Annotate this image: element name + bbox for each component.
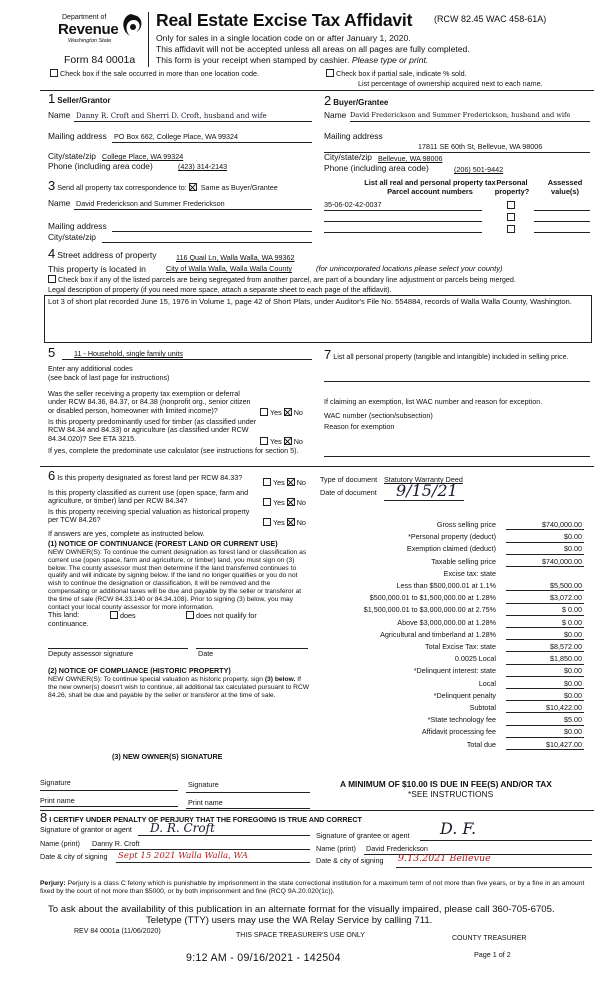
personal-prop-num: 7 xyxy=(324,347,332,362)
tax-row-label: Local xyxy=(478,678,496,688)
doc-date-label: Date of document xyxy=(320,488,377,497)
exemption-yes-checkbox[interactable] xyxy=(260,408,268,416)
tax-row xyxy=(318,606,588,617)
header-note-1: Only for sales in a single location code on or after January 1, 2020. xyxy=(156,33,411,43)
multi-location-checkbox[interactable] xyxy=(50,69,58,77)
tax-row-label: Total due xyxy=(466,739,496,749)
tax-row-label: Gross selling price xyxy=(436,520,496,529)
buyer-num: 2 xyxy=(324,93,332,108)
minimum-notice-1: A MINIMUM OF $10.00 IS DUE IN FEE(S) AND/OR TAX xyxy=(340,779,552,789)
exemption-yes-label: Yes xyxy=(270,408,282,417)
corr-name-field[interactable]: David Frederickson and Summer Frederickson xyxy=(76,199,225,208)
perjury-note xyxy=(40,880,592,896)
forest-q3-no-checkbox[interactable] xyxy=(287,518,295,526)
exemption-no-checkbox[interactable] xyxy=(284,408,292,416)
parcels-heading-1: List all real and personal property tax xyxy=(364,178,496,187)
tax-row-amount[interactable]: $740,000.00 xyxy=(506,558,584,567)
segregation-checkbox[interactable] xyxy=(48,275,56,283)
additional-codes-label: Enter any additional codes xyxy=(48,364,133,373)
tax-row xyxy=(318,570,588,581)
buyer-heading xyxy=(324,93,388,108)
correspondence-line xyxy=(48,178,278,193)
buyer-mailing-field[interactable]: 17811 SE 60th St, Bellevue, WA 98006 xyxy=(418,142,543,151)
continuance-title: (1) NOTICE OF CONTINUANCE (FOREST LAND OR CURRENT USE) xyxy=(48,539,278,548)
segregation-label: Check box if any of the listed parcels are being segregated from another parcel, are part of a boundary line adjustment or parcels being merged. xyxy=(58,275,516,284)
buyer-csz-label: City/state/zip xyxy=(324,152,372,162)
tax-row-amount[interactable]: $0.00 xyxy=(506,667,584,676)
grantee-signature[interactable]: D. F. xyxy=(440,819,477,838)
grantee-name-field[interactable]: David Frederickson xyxy=(366,844,428,853)
timber-question: Is this property predominantly used for timber (as classified under RCW 84.34 and 84.33) or agriculture (as classified under RCW 84.34.020)? See ETA 3215. xyxy=(48,417,257,443)
forest-q3-yes: Yes xyxy=(273,518,285,527)
tax-row-amount[interactable]: $0.00 xyxy=(506,692,584,701)
exemption-question: Was the seller receiving a property tax exemption or deferral under RCW 84.36, 84.37, or 84.38 (nonprofit org., senior citizen or disabled person, homeowner with limited income)? xyxy=(48,389,251,415)
located-note: (for unincorporated locations please select your county) xyxy=(316,264,503,273)
use-code-line xyxy=(48,345,55,360)
form-number: Form 84 0001a xyxy=(64,54,136,66)
grantor-date-label: Date & city of signing xyxy=(40,852,108,861)
partial-sale-checkbox[interactable] xyxy=(326,69,334,77)
county-treasurer-label: COUNTY TREASURER xyxy=(452,935,527,942)
tty-note: Teletype (TTY) users may use the WA Relay Service by calling 711. xyxy=(146,915,433,926)
tax-row xyxy=(318,521,588,532)
timber-yes-checkbox[interactable] xyxy=(260,437,268,445)
alt-format-note: To ask about the availability of this publication in an alternate format for the visually impaired, please call 360-705-6705. xyxy=(48,904,555,915)
buyer-mailing-label: Mailing address xyxy=(324,131,383,141)
tax-row-amount[interactable]: $0.00 xyxy=(506,728,584,737)
street-label: Street address of property xyxy=(57,250,157,260)
forest-q2-yes: Yes xyxy=(273,498,285,507)
grantor-name-label: Name (print) xyxy=(40,839,80,848)
corr-csz-label: City/state/zip xyxy=(48,232,96,242)
grantor-name-field[interactable]: Danny R. Croft xyxy=(92,839,140,848)
corr-mailing-label: Mailing address xyxy=(48,221,107,231)
does-not-label: does not qualify for xyxy=(196,611,257,620)
tax-row-amount[interactable]: $3,072.00 xyxy=(506,594,584,603)
street-field[interactable]: 116 Quail Ln, Walla Walla, WA 99362 xyxy=(176,253,295,262)
corr-name-label: Name xyxy=(48,198,71,208)
tax-row xyxy=(318,545,588,556)
personal-prop-line xyxy=(324,347,590,362)
assessed-heading-2: value(s) xyxy=(551,186,579,196)
forest-num: 6 xyxy=(48,468,56,483)
doc-type-label: Type of document xyxy=(320,475,378,484)
reason-label: Reason for exemption xyxy=(324,422,395,431)
seller-name-field[interactable]: Danny R. Croft and Sherri D. Croft, husband and wife xyxy=(76,112,267,120)
perjury-text: Perjury is a class C felony which is punishable by imprisonment in the state correctional institution for a maximum term of not more than five years, or by a fine in an amount fixed by the court of not more than $5000, or by both imprisonment and fine (RCQ 9A.20.020(1c)). xyxy=(40,880,585,896)
exemption-claim-label: If claiming an exemption, list WAC number and reason for exception. xyxy=(324,397,543,406)
legal-label: Legal description of property (if you need more space, attach a separate sheet to each page of the affidavit). xyxy=(48,285,392,294)
property-num: 4 xyxy=(48,246,56,261)
forest-q1-yes-checkbox[interactable] xyxy=(263,478,271,486)
timber-yes-label: Yes xyxy=(270,437,282,446)
grantor-date-field[interactable]: Sept 15 2021 Walla Walla, WA xyxy=(118,851,248,861)
certify-num: 8 xyxy=(40,810,48,825)
assessed-heading xyxy=(540,179,590,196)
tax-row-amount[interactable]: $10,427.00 xyxy=(506,741,584,750)
partial-sale-check[interactable] xyxy=(326,69,467,78)
doc-type-field[interactable]: Statutory Warranty Deed xyxy=(384,475,463,484)
forest-q2-no: No xyxy=(296,498,306,507)
located-label: This property is located in xyxy=(48,264,146,274)
tax-row-amount[interactable]: $ 0.00 xyxy=(506,619,584,628)
this-land-label: This land: xyxy=(48,610,80,619)
dor-logo-line1: Department of xyxy=(62,14,107,21)
multi-location-check[interactable] xyxy=(50,69,259,78)
segregation-check[interactable] xyxy=(48,275,588,284)
use-code-num: 5 xyxy=(48,345,56,360)
compliance-title: (2) NOTICE OF COMPLIANCE (HISTORIC PROPERTY) xyxy=(48,666,231,675)
tax-row xyxy=(318,680,588,691)
forest-q2: Is this property classified as current use (open space, farm and agriculture, or timber) land per RCW 84.34? xyxy=(48,488,249,506)
tax-row-label: $500,000.01 to $1,500,000.00 at 1.28% xyxy=(369,593,496,603)
grantee-date-field[interactable]: 9.13.2021 Bellevue xyxy=(398,853,491,864)
header-note-2: This affidavit will not be accepted unless all areas on all pages are fully completed. xyxy=(156,44,470,54)
grantor-signature[interactable]: D. R. Croft xyxy=(150,821,215,835)
forest-q2-answer[interactable] xyxy=(263,498,306,507)
personal-prop-label: List all personal property (tangible and intangible) included in selling price. xyxy=(333,352,569,361)
tax-row xyxy=(318,741,588,752)
tax-row-label: Total Excise Tax: state xyxy=(425,642,496,651)
seller-mailing-label: Mailing address xyxy=(48,131,107,141)
tax-row-label: *State technology fee xyxy=(427,715,496,725)
tax-row xyxy=(318,533,588,544)
buyer-name-label: Name xyxy=(324,110,347,120)
grantee-name-label: Name (print) xyxy=(316,844,356,853)
continuance-label: continuance. xyxy=(48,619,89,628)
tax-row xyxy=(318,716,588,727)
seller-mailing-field[interactable]: PO Box 662, College Place, WA 99324 xyxy=(114,132,238,141)
compliance-body xyxy=(48,676,310,700)
does-not-checkbox[interactable] xyxy=(186,611,194,619)
grantee-date-label: Date & city of signing xyxy=(316,856,384,865)
personal-heading xyxy=(492,179,532,196)
use-code-field[interactable]: 11 - Household, single family units xyxy=(74,349,183,358)
continuance-body-a: NEW OWNER(S): To continue the current designation as forest land or classification as current use (open space, farm and agriculture, or timber) land, you must sign on (3) below. xyxy=(48,549,307,572)
forest-q3-no: No xyxy=(296,518,306,527)
forest-q3: Is this property receiving special valuation as historical property per TCW 84.26? xyxy=(48,507,250,525)
does-checkbox[interactable] xyxy=(110,611,118,619)
parcel-row-1[interactable]: 35-06-02-42-0037 xyxy=(324,200,382,209)
seller-heading xyxy=(48,91,111,106)
tax-row xyxy=(318,692,588,703)
forest-q1-yes: Yes xyxy=(273,478,285,487)
tax-row-amount[interactable]: $10,422.00 xyxy=(506,704,584,713)
same-as-buyer-label: Same as Buyer/Grantee xyxy=(200,183,278,192)
located-field[interactable]: City of Walla Walla, Walla Walla County xyxy=(166,264,292,273)
tax-row-amount[interactable]: $ 0.00 xyxy=(506,606,584,615)
dor-logo xyxy=(56,12,144,54)
owner-print-label-1: Print name xyxy=(40,796,75,805)
owner-sig-label-1: Signature xyxy=(40,778,71,787)
tax-row-amount[interactable]: $5,500.00 xyxy=(506,582,584,591)
header-note-3 xyxy=(156,55,428,65)
seller-phone-label: Phone (including area code) xyxy=(48,161,153,171)
tax-row-label: Exemption claimed (deduct) xyxy=(406,544,496,554)
doc-date-field[interactable]: 9/15/21 xyxy=(396,481,458,500)
tax-row-amount[interactable]: $0.00 xyxy=(506,533,584,542)
tax-row-amount[interactable]: $740,000.00 xyxy=(506,521,584,530)
treasurer-use-label: THIS SPACE TREASURER'S USE ONLY xyxy=(236,932,365,939)
forest-q1: Is this property designated as forest land per RCW 84.33? xyxy=(57,473,243,482)
continuance-body-b: The county assessor must then determine if the land transferred continues to qualify and will indicate by signing below. If the land no longer qualifies or you do not wish to continue the designation or classification, it will be removed and the compensating or additional taxes will be due and payable by the seller or transferor at the time of sale (RCW 84.33.140 or 84.34.108). Prior to signing (3) below, you may contact your local county assessor for more information. xyxy=(48,564,302,611)
header-note-3-text: This form is your receipt when stamped by cashier. xyxy=(156,55,350,65)
additional-codes-label-2: (see back of last page for instructions) xyxy=(48,373,170,382)
legal-description: Lot 3 of short plat recorded June 15, 1976 in Volume 1, page 42 of Short Plats, under Auditor's File No. 554884, records of Walla Walla County, Washington. xyxy=(48,297,572,306)
owner-print-label-2: Print name xyxy=(188,798,223,807)
deputy-sig-label: Deputy assessor signature xyxy=(48,649,134,658)
tax-row-label: $1,500,000.01 to $3,000,000.00 at 2.75% xyxy=(363,605,496,615)
tax-row-label: Subtotal xyxy=(469,703,496,712)
buyer-phone-field[interactable]: (206) 501-9442 xyxy=(454,165,504,174)
header-note-3-italic: Please type or print. xyxy=(351,55,429,65)
does-label: does xyxy=(120,611,136,620)
forest-q1-answer[interactable] xyxy=(263,478,306,487)
tax-row-amount[interactable]: $5.00 xyxy=(506,716,584,725)
personal-checkbox-3[interactable] xyxy=(507,225,515,233)
personal-checkbox-2[interactable] xyxy=(507,213,515,221)
continuance-body xyxy=(48,549,310,612)
tax-row-label: Taxable selling price xyxy=(431,556,496,566)
grantee-sig-label: Signature of grantee or agent xyxy=(316,831,410,840)
tax-row-amount[interactable]: $0.00 xyxy=(506,545,584,554)
seller-num: 1 xyxy=(48,91,56,106)
exemption-no-label: No xyxy=(293,408,303,417)
buyer-phone-label: Phone (including area code) xyxy=(324,163,429,173)
parcels-heading-2: Parcel account numbers xyxy=(387,186,473,196)
compliance-body-a: NEW OWNER(S): To continue special valuation as historic property, sign xyxy=(48,676,263,683)
buyer-heading-text: Buyer/Grantee xyxy=(333,98,389,107)
tax-row-label: Less than $500,000.01 at 1.1% xyxy=(396,581,496,590)
seller-name-label: Name xyxy=(48,110,71,120)
tax-row xyxy=(318,655,588,666)
tax-row xyxy=(318,667,588,678)
recording-stamp: 9:12 AM - 09/16/2021 - 142504 xyxy=(186,952,341,964)
tax-row-label: *Personal property (deduct) xyxy=(408,532,496,542)
timber-no-checkbox[interactable] xyxy=(284,437,292,445)
tax-row xyxy=(318,631,588,642)
forest-q3-yes-checkbox[interactable] xyxy=(263,518,271,526)
wac-label: WAC number (section/subsection) xyxy=(324,411,433,420)
tax-row xyxy=(318,582,588,593)
tax-row xyxy=(318,594,588,605)
seller-csz-label: City/state/zip xyxy=(48,151,96,161)
timber-no-label: No xyxy=(293,437,303,446)
seller-csz-field[interactable]: College Place, WA 99324 xyxy=(102,152,184,161)
new-owner-sig-title: (3) NEW OWNER(S) SIGNATURE xyxy=(112,752,223,761)
grantor-sig-label: Signature of grantor or agent xyxy=(40,825,132,834)
exemption-answer[interactable] xyxy=(260,408,303,417)
tax-row-label: *Delinquent interest: state xyxy=(413,666,496,676)
forest-q1-no: No xyxy=(296,478,306,487)
personal-heading-2: property? xyxy=(494,186,530,196)
tax-row xyxy=(318,643,588,654)
compliance-body-b: (3) below. xyxy=(264,676,296,683)
dor-logo-line2: Revenue xyxy=(58,21,119,38)
buyer-csz-field[interactable]: Bellevue, WA 98006 xyxy=(378,154,443,163)
tax-row-amount[interactable]: $8,572.00 xyxy=(506,643,584,652)
predominate-note: If yes, complete the predominate use calculator (see instructions for section 5). xyxy=(48,446,299,455)
dor-swirl-icon xyxy=(118,12,144,42)
personal-heading-1: Personal xyxy=(496,178,528,187)
tax-row-amount[interactable]: $1,850.00 xyxy=(506,655,584,664)
street-line xyxy=(48,246,157,261)
seller-phone-field[interactable]: (423) 314-2143 xyxy=(178,162,228,171)
owner-sig-label-2: Signature xyxy=(188,780,219,789)
same-as-buyer-checkbox[interactable] xyxy=(189,183,197,191)
tax-row-label: Agricultural and timberland at 1.28% xyxy=(380,629,496,639)
tax-row-amount[interactable]: $0.00 xyxy=(506,680,584,689)
forest-q2-yes-checkbox[interactable] xyxy=(263,498,271,506)
multi-location-label: Check box if the sale occurred in more than one location code. xyxy=(60,69,259,78)
tax-row-amount[interactable]: $0.00 xyxy=(506,631,584,640)
form-title: Real Estate Excise Tax Affidavit xyxy=(156,10,413,30)
form-rcw: (RCW 82.45 WAC 458-61A) xyxy=(434,14,547,24)
does-not-check[interactable] xyxy=(186,611,257,620)
dor-logo-line3: Washington State xyxy=(68,38,112,44)
tax-row xyxy=(318,619,588,630)
legal-box[interactable] xyxy=(44,295,592,343)
partial-sale-label-2: List percentage of ownership acquired next to each name. xyxy=(358,79,543,88)
forest-q2-no-checkbox[interactable] xyxy=(287,498,295,506)
tax-row xyxy=(318,704,588,715)
minimum-notice-2: *SEE INSTRUCTIONS xyxy=(408,789,494,799)
certify-heading-text: I CERTIFY UNDER PENALTY OF PERJURY THAT THE FOREGOING IS TRUE AND CORRECT xyxy=(49,815,362,824)
forest-q1-line xyxy=(48,468,262,483)
tax-row-label: Excise tax: state xyxy=(443,568,496,578)
buyer-name-field[interactable]: David Frederickson and Summer Frederickson, husband and wife xyxy=(350,111,571,119)
page-number: Page 1 of 2 xyxy=(474,950,511,959)
rev-number: REV 84 0001a (11/06/2020) xyxy=(74,928,161,935)
correspondence-num: 3 xyxy=(48,178,56,193)
personal-checkbox-1[interactable] xyxy=(507,201,515,209)
tax-row-label: 0.0025 Local xyxy=(454,654,496,664)
seller-heading-text: Seller/Grantor xyxy=(57,96,111,105)
perjury-label: Perjury: xyxy=(40,880,66,887)
does-check[interactable] xyxy=(110,611,136,620)
deputy-date-label: Date xyxy=(198,649,214,658)
forest-q1-no-checkbox[interactable] xyxy=(287,478,295,486)
tax-row-label: Affidavit processing fee xyxy=(421,727,496,737)
forest-q3-answer[interactable] xyxy=(263,518,306,527)
tax-row-label: *Delinquent penalty xyxy=(433,690,496,700)
forest-if-yes: If answers are yes, complete as instructed below. xyxy=(48,529,205,538)
correspondence-label: Send all property tax correspondence to: xyxy=(57,183,187,192)
tax-row xyxy=(318,728,588,739)
tax-row-label: Above $3,000,000.00 at 1.28% xyxy=(397,617,496,627)
assessed-heading-1: Assessed xyxy=(547,178,583,187)
tax-row xyxy=(318,558,588,569)
compliance-body-c: If the new owner(s) doesn't wish to continue, all additional tax calculated pursuant to RCW 84.26, shall be due and payable by the seller or transferor at the time of sale. xyxy=(48,676,310,699)
partial-sale-label: Check box if partial sale, indicate % sold. xyxy=(336,69,467,78)
